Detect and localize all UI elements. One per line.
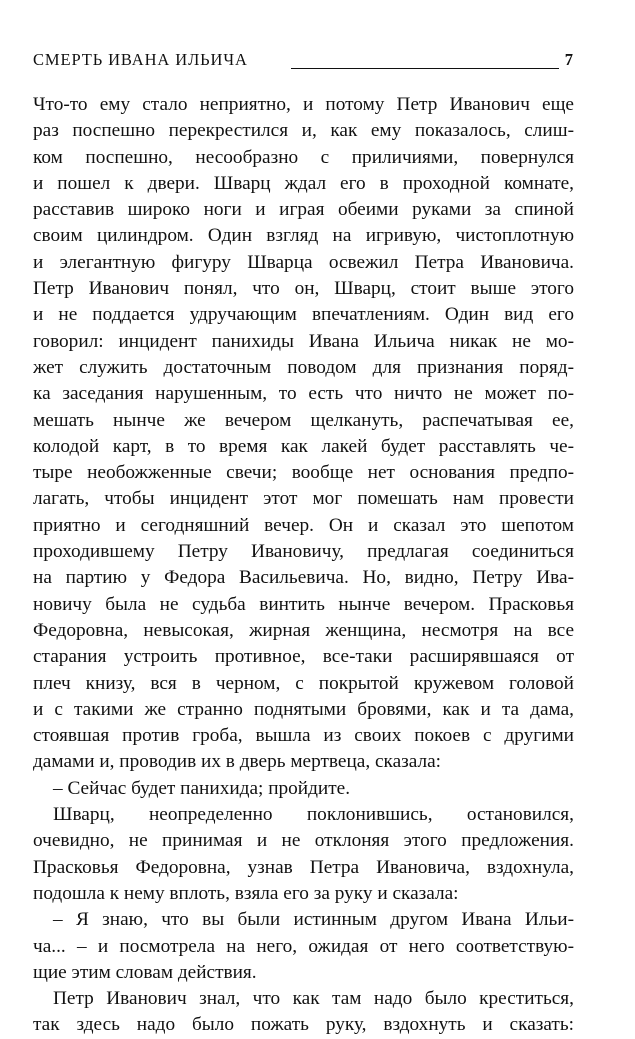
page-number: 7 — [564, 50, 573, 69]
text-line: Петр Иванович знал, что как там надо было креститься, — [53, 988, 574, 1010]
text-line: проходившему Петру Ивановичу, предлагая соединиться — [33, 541, 574, 563]
text-line: ком поспешно, несообразно с приличиями, повернулся — [33, 146, 574, 168]
text-line: щие этим словам действия. — [33, 961, 257, 983]
text-line: так здесь надо было пожать руку, вздохнуть и сказать: — [33, 1014, 574, 1036]
text-line: Федоровна, невысокая, жирная женщина, несмотря на все — [33, 619, 574, 641]
running-header — [33, 50, 573, 74]
text-line: Прасковья Федоровна, узнав Петра Ивановича, вздохнула, — [33, 856, 574, 878]
running-title: СМЕРТЬ ИВАНА ИЛЬИЧА — [33, 50, 248, 69]
text-line: ка заседания нарушенным, то есть что ничто не может по- — [33, 383, 574, 405]
text-line: Шварц, неопределенно поклонившись, остановился, — [53, 804, 574, 826]
text-line: колодой карт, в то время как лакей будет расставлять че- — [33, 435, 574, 457]
text-line: и пошел к двери. Шварц ждал его в проходной комнате, — [33, 172, 574, 194]
text-line: очевидно, не принимая и не отклоняя этого предложения. — [33, 830, 574, 852]
text-line: ча... – и посмотрела на него, ожидая от него соответствую- — [33, 935, 574, 957]
text-line: тыре необожженные свечи; вообще нет основания предпо- — [33, 462, 574, 484]
text-line: говорил: инцидент панихиды Ивана Ильича никак не мо- — [33, 330, 574, 352]
text-line: и элегантную фигуру Шварца освежил Петра Ивановича. — [33, 251, 574, 273]
text-line: жет служить достаточным поводом для признания поряд- — [33, 356, 574, 378]
text-line: плеч книзу, вся в черном, с покрытой кружевом головой — [33, 672, 574, 694]
text-line: Петр Иванович понял, что он, Шварц, стоит выше этого — [33, 278, 574, 300]
text-line: и не поддается удручающим впечатлениям. Один вид его — [33, 304, 574, 326]
text-line: подошла к нему вплоть, взяла его за руку и сказала: — [33, 882, 459, 904]
text-line: на партию у Федора Васильевича. Но, видно, Петру Ива- — [33, 567, 574, 589]
text-line: и с такими же странно поднятыми бровями, как и та дама, — [33, 698, 574, 720]
text-line: приятно и сегодняшний вечер. Он и сказал это шепотом — [33, 514, 574, 536]
text-line: дамами и, проводив их в дверь мертвеца, сказала: — [33, 751, 442, 773]
text-line: раз поспешно перекрестился и, как ему показалось, слиш- — [33, 120, 574, 142]
text-line: новичу была не судьба винтить нынче вечером. Прасковья — [33, 593, 574, 615]
text-line: лагать, чтобы инцидент этот мог помешать нам провести — [33, 488, 574, 510]
text-line: – Я знаю, что вы были истинным другом Ивана Ильи- — [53, 909, 574, 931]
header-rule — [291, 68, 559, 69]
text-line: – Сейчас будет панихида; пройдите. — [53, 777, 351, 799]
text-line: Что-то ему стало неприятно, и потому Петр Иванович еще — [33, 94, 574, 115]
text-line: своим цилиндром. Один взгляд на игривую, чистоплотную — [33, 225, 574, 247]
body-text — [33, 92, 574, 1039]
text-line: расставив широко ноги и играя обеими руками за спиной — [33, 199, 574, 221]
text-line: мешать нынче же вечером щелкануть, распечатывая ее, — [33, 409, 574, 431]
text-line: стоявшая против гроба, вышла из своих покоев с другими — [33, 725, 574, 747]
text-line: старания устроить противное, все-таки расширявшаяся от — [33, 646, 574, 668]
